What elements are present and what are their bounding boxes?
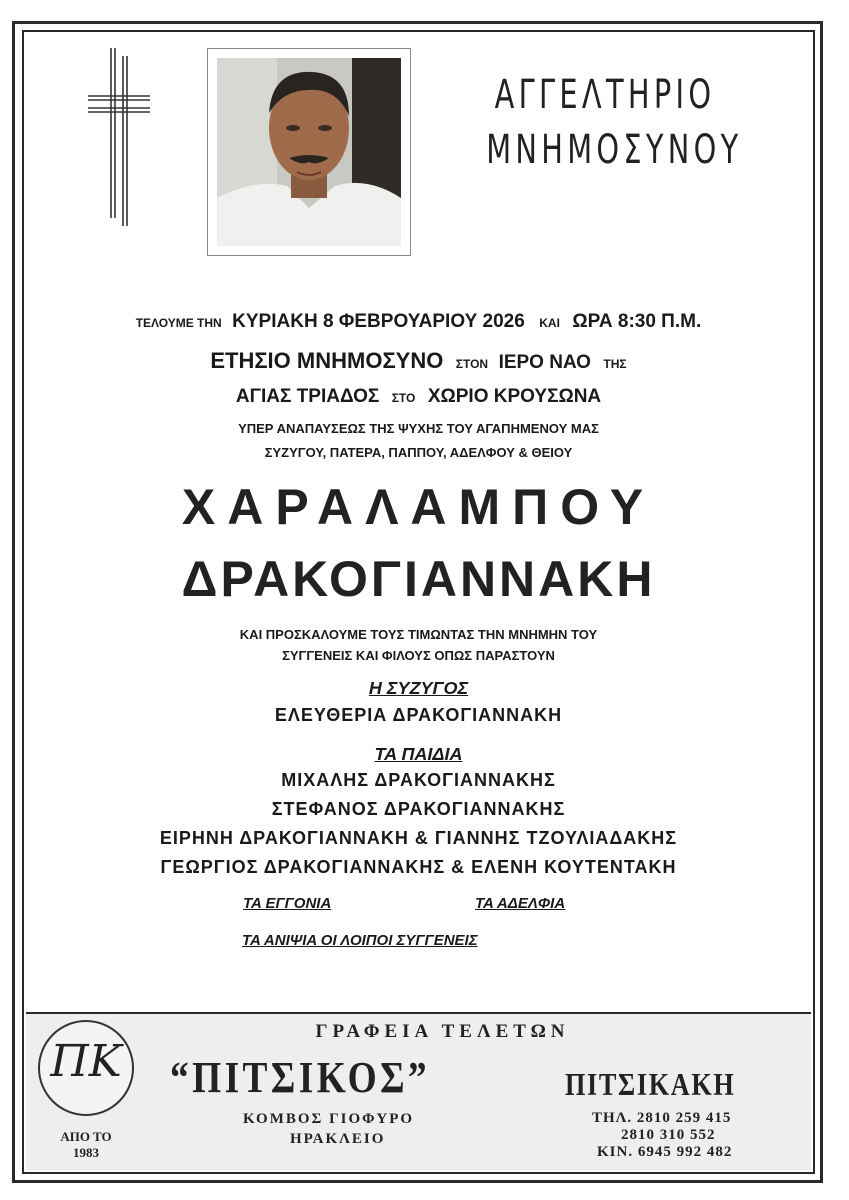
notice-title (486, 68, 743, 178)
date-intro: ΤΕΛΟΥΜΕ ΤΗΝ (135, 316, 222, 330)
date-and: ΚΑΙ (539, 316, 560, 330)
phone-1: ΤΗΛ. 2810 259 415 (592, 1110, 732, 1126)
cross-icon (86, 46, 152, 228)
logo-monogram: ΠΚ (50, 1036, 122, 1087)
company-name-2: ΠΙΤΣΙΚΑΚΗ (565, 1066, 736, 1102)
address-line-2: ΗΡΑΚΛΕΙΟ (290, 1131, 386, 1147)
deceased-first-name: ΧΑΡΑΛΑΜΠΟΥ (181, 479, 656, 535)
village-name: ΧΩΡΙΟ ΚΡΟΥΣΩΝΑ (427, 386, 602, 407)
portrait-photo (207, 48, 411, 256)
company-name: “ΠΙΤΣΙΚΟΣ” (170, 1053, 431, 1102)
siblings-label: ΤΑ ΑΔΕΛΦΙΑ (475, 895, 566, 912)
service-of: ΤΗΣ (603, 357, 627, 371)
spouse-heading: Η ΣΥΖΥΓΟΣ (368, 678, 469, 698)
child-3: ΕΙΡΗΝΗ ΔΡΑΚΟΓΙΑΝΝΑΚΗ & ΓΙΑΝΝΗΣ ΤΖΟΥΛΙΑΔΑΚΗΣ (159, 828, 678, 848)
children-heading: ΤΑ ΠΑΙΔΙΑ (374, 744, 463, 764)
address-line-1: ΚΟΜΒΟΣ ΓΙΟΦΥΡΟ (243, 1111, 415, 1127)
service-type: ΕΤΗΣΙΟ ΜΝΗΜΟΣΥΝΟ (210, 348, 444, 373)
church-name: ΑΓΙΑΣ ΤΡΙΑΔΟΣ (235, 386, 380, 407)
phone-2: 2810 310 552 (621, 1127, 716, 1143)
church-in: ΣΤΟ (391, 391, 416, 405)
date-line (22, 311, 815, 333)
mobile-phone: ΚΙΝ. 6945 992 482 (597, 1144, 733, 1160)
service-at: ΣΤΟΝ (455, 357, 489, 371)
since-label: ΑΠΟ ΤΟ (60, 1129, 112, 1144)
child-4: ΓΕΩΡΓΙΟΣ ΔΡΑΚΟΓΙΑΝΝΑΚΗΣ & ΕΛΕΝΗ ΚΟΥΤΕΝΤΑΚΗ (160, 857, 677, 877)
church-label: ΙΕΡΟ ΝΑΟ (498, 352, 591, 373)
date-text: ΚΥΡΙΑΚΗ 8 ΦΕΒΡΟΥΑΡΙΟΥ 2026 (232, 311, 525, 332)
title-line-2: ΜΝΗΜΟΣΥΝΟΥ (486, 127, 743, 173)
child-2: ΣΤΕΦΑΝΟΣ ΔΡΑΚΟΓΙΑΝΝΑΚΗΣ (271, 799, 566, 819)
relation-line: ΣΥΖΥΓΟΥ, ΠΑΤΕΡΑ, ΠΑΠΠΟΥ, ΑΔΕΛΦΟΥ & ΘΕΙΟΥ (264, 445, 573, 460)
invitation-line-1: ΚΑΙ ΠΡΟΣΚΑΛΟΥΜΕ ΤΟΥΣ ΤΙΜΩΝΤΑΣ ΤΗΝ ΜΝΗΜΗΝ ΤΟΥ (239, 627, 598, 642)
company-type: ΓΡΑΦΕΙΑ ΤΕΛΕΤΩΝ (315, 1021, 570, 1042)
church-line (22, 386, 815, 408)
service-line (22, 348, 815, 374)
purpose-line: ΥΠΕΡ ΑΝΑΠΑΥΣΕΩΣ ΤΗΣ ΨΥΧΗΣ ΤΟΥ ΑΓΑΠΗΜΕΝΟΥ ΜΑΣ (238, 421, 599, 436)
since-year: 1983 (73, 1145, 99, 1160)
spouse-name: ΕΛΕΥΘΕΡΙΑ ΔΡΑΚΟΓΙΑΝΝΑΚΗ (274, 705, 563, 725)
grandchildren-label: ΤΑ ΕΓΓΟΝΙΑ (243, 895, 332, 912)
invitation-line-2: ΣΥΓΓΕΝΕΙΣ ΚΑΙ ΦΙΛΟΥΣ ΟΠΩΣ ΠΑΡΑΣΤΟΥΝ (282, 648, 555, 663)
deceased-last-name: ΔΡΑΚΟΓΙΑΝΝΑΚΗ (181, 551, 656, 607)
title-line-1: ΑΓΓΕΛΤΗΡΙΟ (494, 72, 716, 118)
time-text: ΩΡΑ 8:30 Π.Μ. (572, 311, 702, 332)
child-1: ΜΙΧΑΛΗΣ ΔΡΑΚΟΓΙΑΝΝΑΚΗΣ (281, 770, 556, 790)
other-relatives-label: ΤΑ ΑΝΙΨΙΑ ΟΙ ΛΟΙΠΟΙ ΣΥΓΓΕΝΕΙΣ (242, 932, 478, 949)
